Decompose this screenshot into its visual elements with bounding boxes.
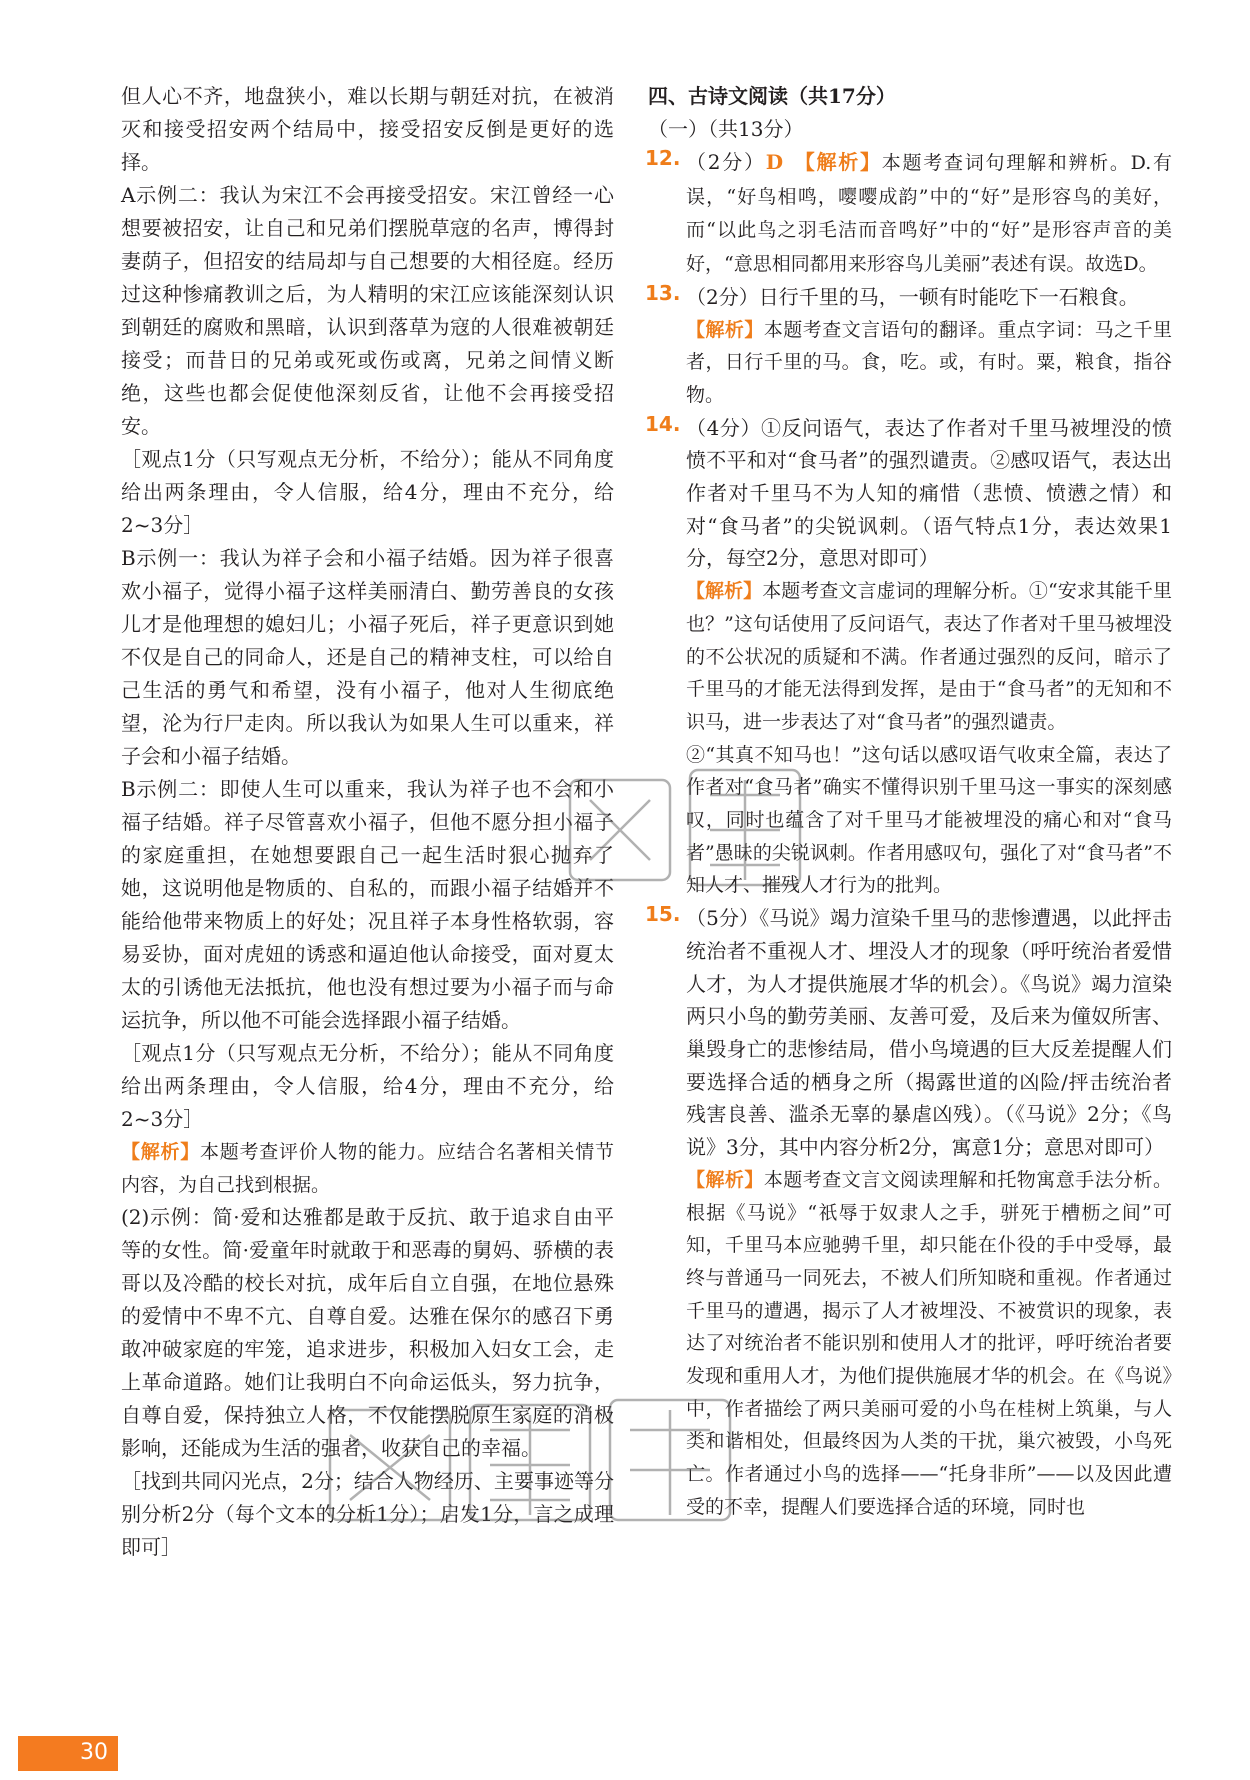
- analysis: [686, 1164, 1172, 1524]
- paragraph: (2)示例：简·爱和达雅都是敢于反抗、敢于追求自由平等的女性。简·爱童年时就敢于和恶毒的舅妈、骄横的表哥以及冷酷的校长对抗，成年后自立自强，在地位悬殊的爱情中不卑不亢、自尊自爱。达雅在保尔的感召下勇敢冲破家庭的牢笼，追求进步，积极加入妇女工会，走上革命道路。她们让我明白不向命运低头，努力抗争，自尊自爱，保持独立人格，不仅能摆脱原生家庭的消极影响，还能成为生活的强者，收获自己的幸福。: [121, 1205, 614, 1461]
- analysis-tag: 【解析】: [686, 318, 764, 341]
- right-column: [645, 80, 1173, 1524]
- score: （2分）: [686, 150, 766, 174]
- question-number: 15.: [645, 902, 681, 927]
- scoring-note: ［观点1分（只写观点无分析，不给分）；能从不同角度给出两条理由，令人信服，给4分，理由不充分，给2~3分］: [121, 1041, 614, 1131]
- answer: （5分）《马说》竭力渲染千里马的悲惨遭遇，以此抨击统治者不重视人才、埋没人才的现象（呼吁统治者爱惜人才，为人才提供施展才华的机会）。《鸟说》竭力渲染两只小鸟的勤劳美丽、友善可爱，及后来为僮奴所害、巢毁身亡的悲惨结局，借小鸟境遇的巨大反差提醒人们要选择合适的栖身之所（揭露世道的凶险/抨击统治者残害良善、滥杀无辜的暴虐凶残）。（《马说》2分；《鸟说》3分，其中内容分析2分，寓意1分；意思对即可）: [686, 906, 1172, 1160]
- analysis-continued: ②“其真不知马也！”这句话以感叹语气收束全篇，表达了作者对“食马者”确实不懂得识别千里马这一事实的深刻感叹，同时也蕴含了对千里马才能被埋没的痛心和对“食马者”愚昧的尖锐讽刺。作者用感叹句，强化了对“食马者”不知人才、摧残人才行为的批判。: [686, 743, 1172, 897]
- answer: （4分）①反问语气，表达了作者对千里马被埋没的愤愤不平和对“食马者”的强烈谴责。②感叹语气，表达出作者对千里马不为人知的痛惜（悲愤、愤懑之情）和对“食马者”的尖锐讽刺。（语气特点1分，表达效果1分，每空2分，意思对即可）: [686, 415, 1172, 571]
- paragraph: B示例二：即使人生可以重来，我认为祥子也不会和小福子结婚。祥子尽管喜欢小福子，但他不愿分担小福子的家庭重担，在她想要跟自己一起生活时狠心抛弃了她，这说明他是物质的、自私的，而跟小福子结婚并不能给他带来物质上的好处；况且祥子本身性格软弱，容易妥协，面对虎妞的诱惑和逼迫他认命接受，面对夏太太的引诱他无法抵抗，他也没有想过要为小福子而与命运抗争，所以他不可能会选择跟小福子结婚。: [121, 777, 614, 1032]
- analysis-text: 本题考查评价人物的能力。应结合名著相关情节内容，为自己找到根据。: [121, 1141, 614, 1196]
- section-heading: 四、古诗文阅读（共17分）: [648, 84, 896, 108]
- question-number: 13.: [645, 280, 681, 305]
- page-number-tab: [18, 1736, 118, 1771]
- analysis: [121, 1136, 614, 1201]
- subsection-heading: （一）（共13分）: [648, 117, 804, 141]
- page-number: 30: [80, 1740, 108, 1765]
- answer: [686, 146, 1172, 281]
- left-column: [121, 80, 614, 1564]
- analysis-text: 本题考查词句理解和辨析。D.有误，“好鸟相鸣，嘤嘤成韵”中的“好”是形容鸟的美好，而“以此鸟之羽毛洁而音鸣好”中的“好”是形容声音的美好，“意思相同都用来形容鸟儿美丽”表述有误。故选D。: [686, 152, 1173, 276]
- answer: （2分）日行千里的马，一顿有时能吃下一石粮食。: [686, 284, 1139, 309]
- paragraph: A示例二：我认为宋江不会再接受招安。宋江曾经一心想要被招安，让自己和兄弟们摆脱草寇的名声，博得封妻荫子，但招安的结局却与自己想要的大相径庭。经历过这种惨痛教训之后，为人精明的宋江应该能深刻认识到朝廷的腐败和黑暗，认识到落草为寇的人很难被朝廷接受；而昔日的兄弟或死或伤或离，兄弟之间情义断绝，这些也都会促使他深刻反省，让他不会再接受招安。: [121, 183, 614, 438]
- paragraph: B示例一：我认为祥子会和小福子结婚。因为祥子很喜欢小福子，觉得小福子这样美丽清白、勤劳善良的女孩儿才是他理想的媳妇儿；小福子死后，祥子更意识到她不仅是自己的同命人，还是自己的精神支柱，可以给自己生活的勇气和希望，没有小福子，他对人生彻底绝望，沦为行尸走肉。所以我认为如果人生可以重来，祥子会和小福子结婚。: [121, 546, 614, 768]
- analysis-tag: 【解析】: [686, 1168, 764, 1191]
- question-number: 14.: [645, 411, 681, 436]
- answer-choice: D: [765, 150, 784, 174]
- analysis-text: 本题考查文言文阅读理解和托物寓意手法分析。根据《马说》“祇辱于奴隶人之手，骈死于槽枥之间”可知，千里马本应驰骋千里，却只能在仆役的手中受辱，最终与普通马一同死去，不被人们所知晓和重视。作者通过千里马的遭遇，揭示了人才被埋没、不被赏识的现象，表达了对统治者不能识别和使用人才的批评，呼吁统治者要发现和重用人才，为他们提供施展才华的机会。在《鸟说》中，作者描绘了两只美丽可爱的小鸟在桂树上筑巢，与人类和谐相处，但最终因为人类的干扰，巢穴被毁，小鸟死亡。作者通过小鸟的选择——“托身非所”——以及因此遭受的不幸，提醒人们要选择合适的环境，同时也: [686, 1168, 1172, 1518]
- question-13: [645, 280, 1172, 412]
- analysis-tag: 【解析】: [793, 150, 882, 174]
- scoring-note: ［找到共同闪光点，2分；结合人物经历、主要事迹等分别分析2分（每个文本的分析1分）；启发1分，言之成理即可］: [121, 1469, 614, 1560]
- analysis-tag: 【解析】: [686, 580, 763, 603]
- analysis-text: 本题考查文言虚词的理解分析。①“安求其能千里也？”这句话使用了反问语气，表达了作者对千里马被埋没的不公状况的质疑和不满。作者通过强烈的反问，暗示了千里马的才能无法得到发挥，是由于“食马者”的无知和不识马，进一步表达了对“食马者”的强烈谴责。: [686, 580, 1172, 733]
- analysis-tag: 【解析】: [121, 1141, 200, 1163]
- scoring-note: ［观点1分（只写观点无分析，不给分）；能从不同角度给出两条理由，令人信服，给4分，理由不充分，给2~3分］: [121, 447, 614, 537]
- analysis: [686, 314, 1172, 412]
- question-14: [645, 411, 1172, 903]
- question-15: [645, 902, 1172, 1523]
- paragraph: 但人心不齐，地盘狭小，难以长期与朝廷对抗，在被消灭和接受招安两个结局中，接受招安反倒是更好的选择。: [121, 84, 614, 174]
- analysis-text: 本题考查文言语句的翻译。重点字词：马之千里者，日行千里的马。食，吃。或，有时。粟，粮食，指谷物。: [686, 318, 1172, 406]
- question-number: 12.: [645, 146, 681, 170]
- question-12: [645, 146, 1173, 281]
- analysis: [686, 575, 1172, 739]
